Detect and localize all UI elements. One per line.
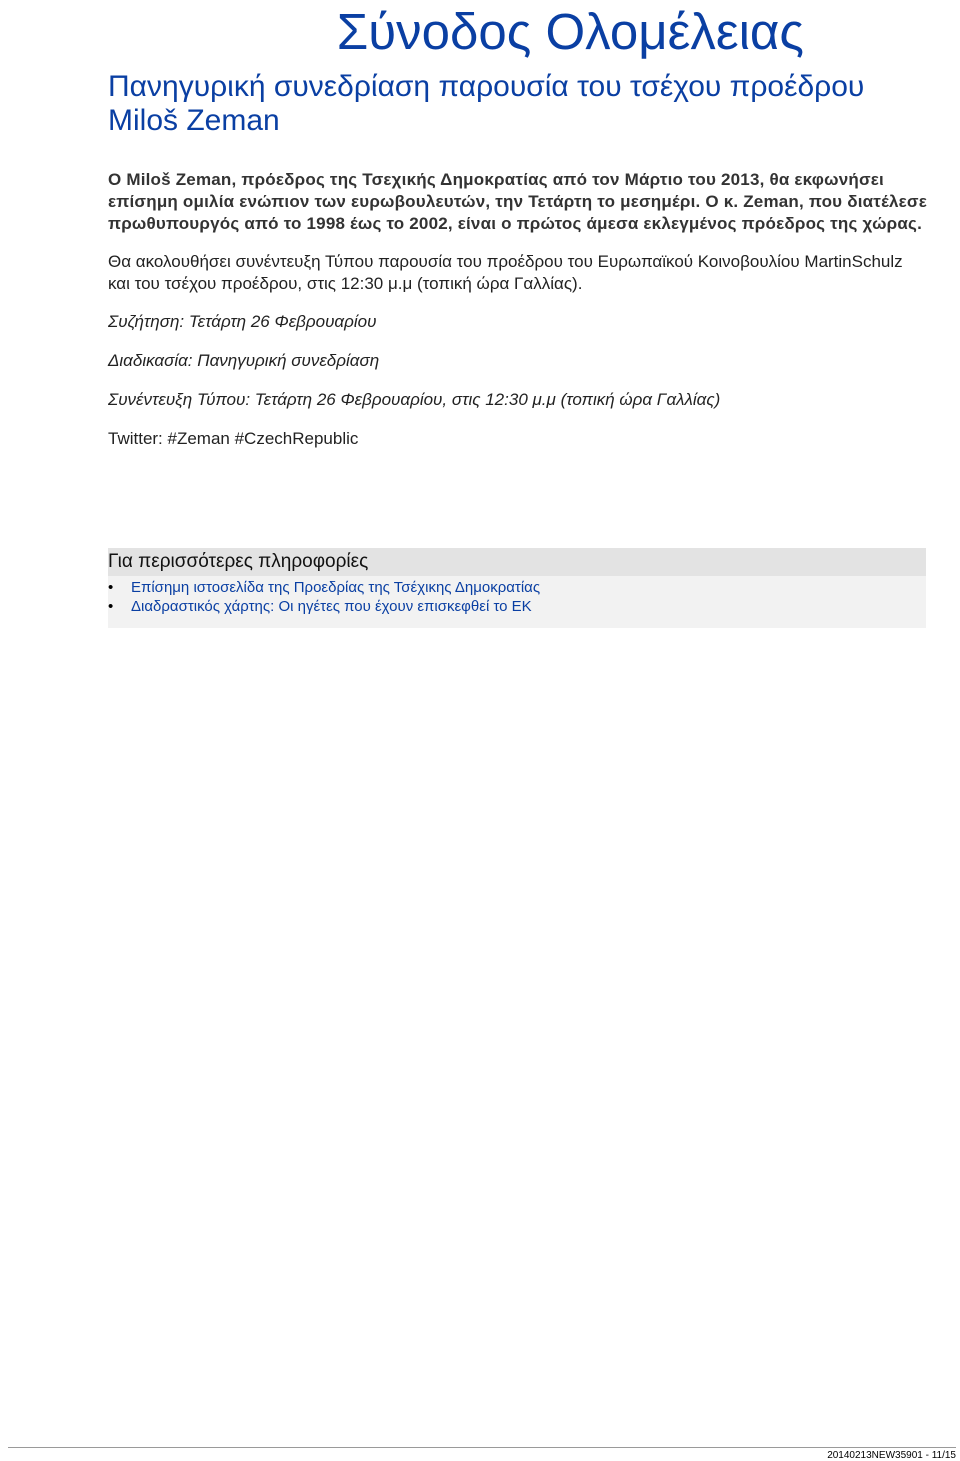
article: [108, 70, 928, 450]
more-info-list: [108, 578, 926, 616]
bullet-icon: •: [108, 598, 114, 615]
list-item: [108, 597, 926, 616]
article-title: Πανηγυρική συνεδρίαση παρουσία του τσέχου προέδρου Miloš Zeman: [108, 70, 865, 137]
page-header-title: Σύνοδος Ολομέλειας: [336, 3, 804, 60]
footer-reference: 20140213NEW35901 - 11/15: [827, 1450, 956, 1461]
list-item: [108, 578, 926, 597]
press-conference: Συνέντευξη Τύπου: Τετάρτη 26 Φεβρουαρίου, στις 12:30 μ.μ (τοπική ώρα Γαλλίας): [108, 390, 721, 409]
interactive-map-link[interactable]: Διαδραστικός χάρτης: Οι ηγέτες που έχουν επισκεφθεί το ΕΚ: [131, 598, 532, 615]
debate-date: Συζήτηση: Τετάρτη 26 Φεβρουαρίου: [108, 312, 377, 331]
more-info-title: Για περισσότερες πληροφορίες: [108, 548, 926, 576]
article-lead: Ο Miloš Zeman, πρόεδρος της Τσεχικής Δημοκρατίας από τον Μάρτιο του 2013, θα εκφωνήσει επίσημη ομιλία ενώπιον των ευρωβουλευτών, την Τετάρτη το μεσημέρι. Ο κ. Zeman, που διατέλεσε πρωθυπουργός από το 1998 έως το 2002, είναι ο πρώτος άμεσα εκλεγμένος πρόεδρος της χώρας.: [108, 170, 927, 233]
presidency-website-link[interactable]: Επίσημη ιστοσελίδα της Προεδρίας της Τσέχικης Δημοκρατίας: [131, 579, 541, 596]
procedure-type: Διαδικασία: Πανηγυρική συνεδρίαση: [108, 351, 380, 370]
footer-divider: [8, 1447, 956, 1448]
twitter-hashtags: Twitter: #Zeman #CzechRepublic: [108, 429, 359, 448]
more-info-box: [108, 548, 926, 628]
article-body: Θα ακολουθήσει συνέντευξη Τύπου παρουσία του προέδρου του Ευρωπαϊκού Κοινοβουλίου MartinSchulz και του τσέχου προέδρου, στις 12:30 μ.μ (τοπική ώρα Γαλλίας).: [108, 252, 903, 293]
bullet-icon: •: [108, 579, 114, 596]
